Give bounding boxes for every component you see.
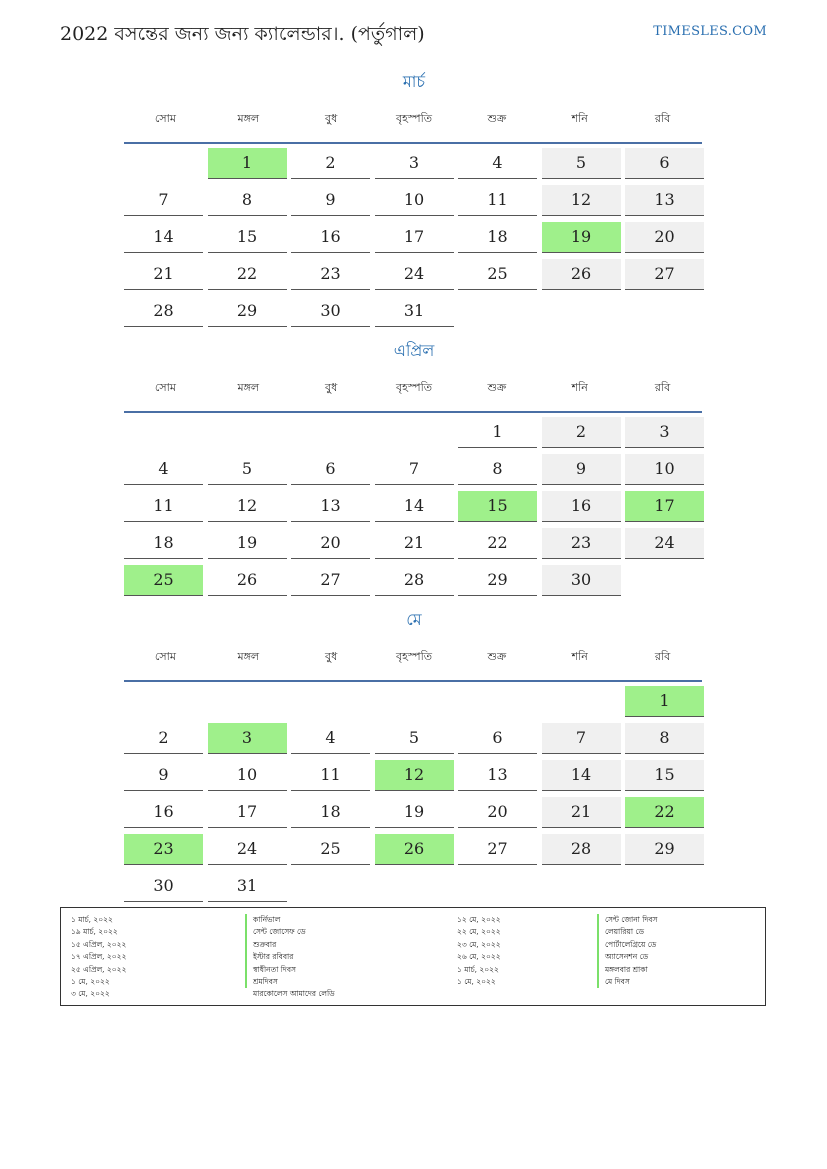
day-cell: 29 [625, 834, 704, 865]
day-cell: 7 [542, 723, 621, 754]
day-cell: 16 [124, 797, 203, 828]
empty-cell [291, 686, 370, 716]
weekday-label: রবি [654, 111, 671, 125]
empty-cell [375, 417, 454, 447]
day-cell: 13 [625, 185, 704, 216]
empty-cell [124, 686, 203, 716]
weekday-label: সোম [154, 111, 176, 125]
day-cell: 21 [375, 528, 454, 559]
day-cell: 1 [458, 417, 537, 448]
day-cell: 14 [542, 760, 621, 791]
day-cell: 22 [208, 259, 287, 290]
day-cell: 24 [208, 834, 287, 865]
weekday-label: শুক্র [487, 111, 507, 125]
holiday-day-cell: 19 [542, 222, 621, 253]
day-cell: 17 [208, 797, 287, 828]
day-cell: 16 [291, 222, 370, 253]
day-cell: 12 [542, 185, 621, 216]
day-cell: 28 [375, 565, 454, 596]
day-cell: 8 [625, 723, 704, 754]
day-cell: 29 [458, 565, 537, 596]
day-cell: 20 [291, 528, 370, 559]
day-cell: 20 [458, 797, 537, 828]
legend-name: ইস্টার রবিবার [245, 951, 335, 963]
legend-date: ১২ মে, ২০২২ [457, 915, 501, 924]
day-cell: 21 [124, 259, 203, 290]
holiday-day-cell: 23 [124, 834, 203, 865]
legend-name: কার্নিভাল [245, 914, 335, 926]
legend-name: সেন্ট জোনা দিবস [597, 914, 657, 926]
day-cell: 14 [124, 222, 203, 253]
day-grid [124, 686, 704, 902]
holiday-day-cell: 15 [458, 491, 537, 522]
legend-date: ১৯ মার্চ, ২০২২ [71, 927, 118, 937]
empty-cell [208, 417, 287, 447]
day-cell: 4 [458, 148, 537, 179]
legend-name: অ্যাসেনশন ডে [597, 951, 657, 963]
legend-names-right [597, 914, 657, 988]
day-cell: 7 [375, 454, 454, 485]
day-cell: 27 [291, 565, 370, 596]
day-cell: 27 [458, 834, 537, 865]
day-cell: 10 [375, 185, 454, 216]
holiday-day-cell: 25 [124, 565, 203, 596]
day-cell: 9 [124, 760, 203, 791]
month-title: মে [406, 610, 422, 629]
legend-name: স্বাধীনতা দিবস [245, 964, 335, 976]
legend-name: মে দিবস [597, 976, 657, 988]
day-cell: 8 [458, 454, 537, 485]
empty-cell [625, 871, 704, 901]
weekday-header [124, 644, 704, 670]
day-cell: 22 [458, 528, 537, 559]
day-cell: 5 [542, 148, 621, 179]
empty-cell [542, 871, 621, 901]
site-link[interactable]: TIMESLES.COM [653, 24, 767, 39]
day-cell: 15 [208, 222, 287, 253]
day-cell: 14 [375, 491, 454, 522]
day-cell: 16 [542, 491, 621, 522]
day-cell: 30 [124, 871, 203, 902]
legend-dates-left [71, 914, 126, 1001]
month-march [124, 70, 704, 327]
empty-cell [542, 686, 621, 716]
empty-cell [542, 296, 621, 326]
legend-dates-right [457, 914, 501, 988]
day-cell: 27 [625, 259, 704, 290]
empty-cell [625, 565, 704, 595]
day-cell: 18 [291, 797, 370, 828]
legend-date: ১ মে, ২০২২ [457, 976, 496, 986]
legend-date: ২৬ মে, ২০২২ [457, 952, 501, 962]
header-divider [124, 680, 702, 682]
day-grid [124, 148, 704, 327]
day-cell: 29 [208, 296, 287, 327]
holiday-day-cell: 12 [375, 760, 454, 791]
legend-date: ২৫ এপ্রিল, ২০২২ [71, 964, 127, 974]
legend-date: ১ মার্চ, ২০২২ [457, 964, 499, 974]
day-cell: 5 [208, 454, 287, 485]
weekday-header [124, 375, 704, 401]
day-cell: 12 [208, 491, 287, 522]
legend-name: শুক্রবার [245, 939, 335, 951]
weekday-label: শুক্র [487, 380, 507, 394]
day-cell: 15 [625, 760, 704, 791]
day-cell: 2 [124, 723, 203, 754]
holiday-day-cell: 22 [625, 797, 704, 828]
empty-cell [458, 296, 537, 326]
weekday-label: শনি [571, 649, 588, 663]
empty-cell [375, 686, 454, 716]
day-cell: 6 [625, 148, 704, 179]
legend-date: ৩ মে, ২০২২ [71, 989, 110, 999]
day-cell: 5 [375, 723, 454, 754]
day-cell: 9 [291, 185, 370, 216]
holiday-day-cell: 26 [375, 834, 454, 865]
weekday-label: বৃহস্পতি [396, 649, 432, 663]
empty-cell [458, 871, 537, 901]
holiday-day-cell: 17 [625, 491, 704, 522]
day-cell: 24 [625, 528, 704, 559]
legend-name: লেয়ারিয়া ডে [597, 926, 657, 938]
header-divider [124, 411, 702, 413]
day-cell: 26 [542, 259, 621, 290]
holiday-day-cell: 1 [208, 148, 287, 179]
weekday-label: সোম [154, 380, 176, 394]
empty-cell [625, 296, 704, 326]
legend-name: পোর্টালেগ্রিয়ে ডে [597, 939, 657, 951]
day-cell: 18 [124, 528, 203, 559]
weekday-label: শনি [571, 111, 588, 125]
day-cell: 8 [208, 185, 287, 216]
empty-cell [291, 417, 370, 447]
legend-name: সেন্ট জোসেফ ডে [245, 926, 335, 938]
empty-cell [291, 871, 370, 901]
holiday-legend [60, 907, 766, 1006]
day-cell: 10 [625, 454, 704, 485]
page-header [60, 18, 767, 46]
legend-name: শ্রমদিবস [245, 976, 335, 988]
month-title: মার্চ [402, 72, 426, 91]
day-cell: 25 [458, 259, 537, 290]
month-april [124, 339, 704, 596]
day-cell: 4 [291, 723, 370, 754]
day-cell: 11 [291, 760, 370, 791]
day-cell: 17 [375, 222, 454, 253]
day-cell: 19 [208, 528, 287, 559]
empty-cell [124, 148, 203, 178]
day-grid [124, 417, 704, 596]
holiday-day-cell: 1 [625, 686, 704, 717]
legend-names-left [245, 914, 335, 1001]
day-cell: 10 [208, 760, 287, 791]
legend-date: ১৭ এপ্রিল, ২০২২ [71, 952, 127, 962]
day-cell: 4 [124, 454, 203, 485]
day-cell: 23 [542, 528, 621, 559]
weekday-label: বৃহস্পতি [396, 111, 432, 125]
weekday-label: মঙ্গল [237, 649, 260, 663]
day-cell: 2 [542, 417, 621, 448]
header-divider [124, 142, 702, 144]
day-cell: 3 [375, 148, 454, 179]
holiday-day-cell: 3 [208, 723, 287, 754]
weekday-label: মঙ্গল [237, 111, 260, 125]
day-cell: 30 [542, 565, 621, 596]
day-cell: 28 [542, 834, 621, 865]
day-cell: 13 [291, 491, 370, 522]
day-cell: 31 [375, 296, 454, 327]
weekday-label: সোম [154, 649, 176, 663]
day-cell: 30 [291, 296, 370, 327]
weekday-label: বুধ [325, 380, 338, 394]
day-cell: 28 [124, 296, 203, 327]
day-cell: 26 [208, 565, 287, 596]
weekday-label: মঙ্গল [237, 380, 260, 394]
empty-cell [458, 686, 537, 716]
day-cell: 18 [458, 222, 537, 253]
day-cell: 6 [291, 454, 370, 485]
weekday-label: রবি [654, 649, 671, 663]
weekday-label: শনি [571, 380, 588, 394]
legend-date: ২৩ মে, ২০২২ [457, 939, 501, 949]
day-cell: 31 [208, 871, 287, 902]
legend-date: ২২ মে, ২০২২ [457, 927, 501, 937]
empty-cell [375, 871, 454, 901]
day-cell: 11 [124, 491, 203, 522]
legend-date: ১৫ এপ্রিল, ২০২২ [71, 939, 127, 949]
weekday-label: বুধ [325, 649, 338, 663]
weekday-label: বৃহস্পতি [396, 380, 432, 394]
weekday-label: বুধ [325, 111, 338, 125]
day-cell: 23 [291, 259, 370, 290]
day-cell: 24 [375, 259, 454, 290]
month-may [124, 608, 704, 902]
weekday-label: রবি [654, 380, 671, 394]
day-cell: 11 [458, 185, 537, 216]
day-cell: 21 [542, 797, 621, 828]
day-cell: 13 [458, 760, 537, 791]
legend-date: ১ মার্চ, ২০২২ [71, 915, 113, 924]
legend-date: ১ মে, ২০২২ [71, 976, 110, 986]
day-cell: 6 [458, 723, 537, 754]
day-cell: 7 [124, 185, 203, 216]
day-cell: 2 [291, 148, 370, 179]
empty-cell [124, 417, 203, 447]
day-cell: 19 [375, 797, 454, 828]
day-cell: 25 [291, 834, 370, 865]
day-cell: 3 [625, 417, 704, 448]
weekday-header [124, 106, 704, 132]
weekday-label: শুক্র [487, 649, 507, 663]
day-cell: 20 [625, 222, 704, 253]
legend-name: মঙ্গলবার শ্রাকা [597, 964, 657, 976]
page-title: 2022 বসন্তের জন্য জন্য ক্যালেন্ডার।. (পর্তুগাল) [60, 23, 425, 45]
empty-cell [208, 686, 287, 716]
month-title: এপ্রিল [393, 341, 435, 360]
day-cell: 9 [542, 454, 621, 485]
legend-name: মারকোলেস আমাদের লেডি [253, 989, 335, 999]
